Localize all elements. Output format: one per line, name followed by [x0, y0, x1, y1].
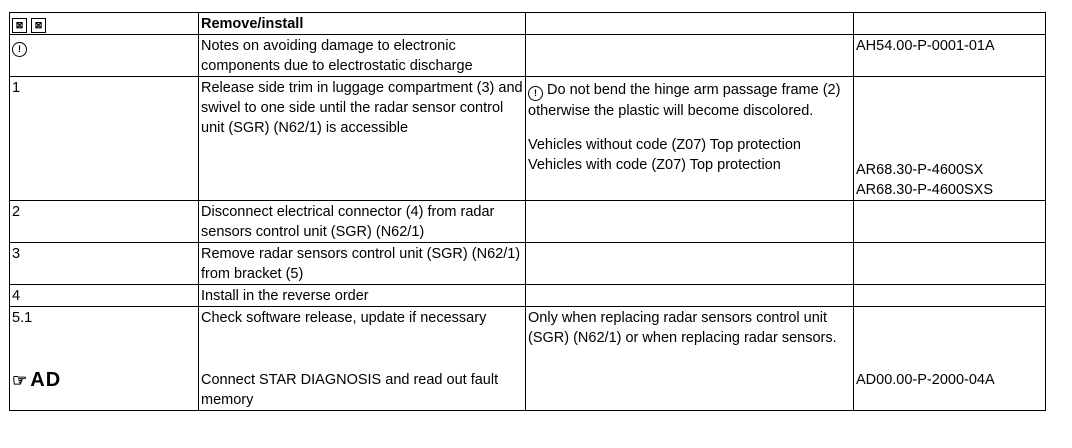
step-cell: 3 [10, 243, 199, 285]
expand-icon[interactable]: ⊠ [12, 18, 27, 33]
table-row [10, 285, 1046, 307]
note-cell [526, 243, 854, 285]
variant-label: Vehicles with code (Z07) Top protection [528, 157, 781, 173]
table-row [10, 201, 1046, 243]
step-cell: 4 [10, 285, 199, 307]
desc-cell: Notes on avoiding damage to electronic components due to electrostatic discharge [199, 35, 526, 77]
ref-link[interactable]: AR68.30-P-4600SX [856, 162, 984, 178]
note-text: Do not bend the hinge arm passage frame (2) otherwise the plastic will become discolored. [528, 82, 841, 119]
caution-icon: ! [12, 42, 27, 57]
header-title: Remove/install [199, 13, 526, 35]
table-row [10, 307, 1046, 411]
note-cell: Only when replacing radar sensors control unit (SGR) (N62/1) or when replacing radar sensors. [526, 307, 854, 411]
desc-text: Check software release, update if necessary [201, 310, 487, 326]
instruction-table [9, 12, 1046, 411]
table-row [10, 35, 1046, 77]
note-cell [526, 35, 854, 77]
ref-cell [854, 77, 1046, 201]
desc-text: Connect STAR DIAGNOSIS and read out fault memory [201, 372, 499, 408]
desc-cell: Release side trim in luggage compartment (3) and swivel to one side until the radar sensor control unit (SGR) (N62/1) is accessible [199, 77, 526, 201]
header-empty-ref [854, 13, 1046, 35]
variant-label: Vehicles without code (Z07) Top protection [528, 137, 801, 153]
desc-cell: Install in the reverse order [199, 285, 526, 307]
ref-cell [854, 285, 1046, 307]
step-cell [10, 35, 199, 77]
ref-link[interactable]: AR68.30-P-4600SXS [856, 182, 994, 198]
ref-link[interactable]: AH54.00-P-0001-01A [854, 35, 1046, 77]
header-row [10, 13, 1046, 35]
collapse-icon[interactable]: ⊠ [31, 18, 46, 33]
note-cell [526, 77, 854, 201]
ref-cell [854, 307, 1046, 411]
table-row [10, 243, 1046, 285]
ad-label: ☞ AD [12, 369, 62, 391]
caution-icon: ! [528, 86, 543, 101]
ref-link[interactable]: AD00.00-P-2000-04A [856, 372, 995, 388]
desc-cell: Remove radar sensors control unit (SGR) (N62/1) from bracket (5) [199, 243, 526, 285]
hand-pointer-icon: ☞ [12, 371, 29, 390]
ref-cell [854, 201, 1046, 243]
step-cell: 1 [10, 77, 199, 201]
table-row [10, 77, 1046, 201]
step-cell: 2 [10, 201, 199, 243]
step-number: 5.1 [12, 310, 33, 326]
desc-cell [199, 307, 526, 411]
note-cell [526, 285, 854, 307]
ref-cell [854, 243, 1046, 285]
desc-cell: Disconnect electrical connector (4) from radar sensors control unit (SGR) (N62/1) [199, 201, 526, 243]
header-icons-cell [10, 13, 199, 35]
note-cell [526, 201, 854, 243]
header-empty-note [526, 13, 854, 35]
step-cell [10, 307, 199, 411]
